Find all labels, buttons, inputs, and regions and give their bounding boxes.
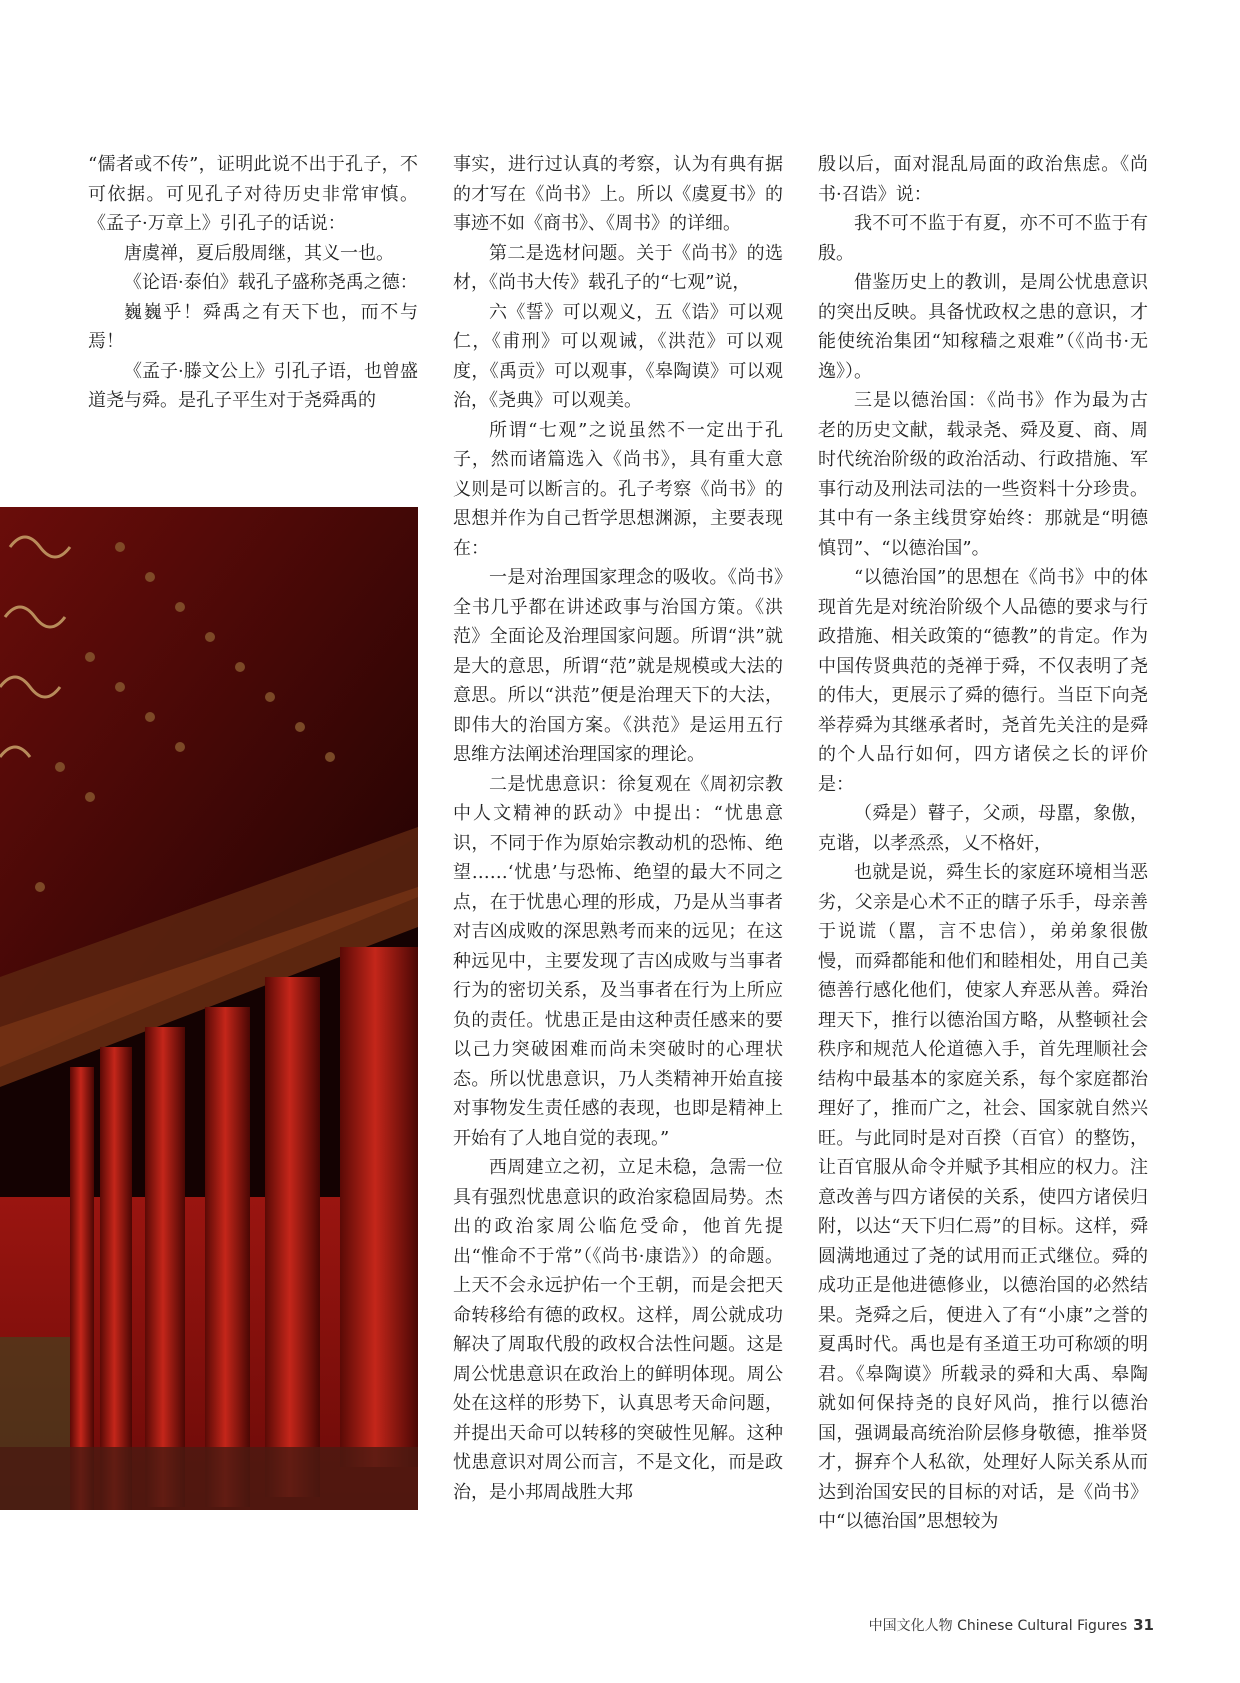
magazine-name: 中国文化人物 Chinese Cultural Figures bbox=[868, 1618, 1128, 1634]
page-footer bbox=[869, 1615, 1154, 1635]
paragraph: 西周建立之初，立足未稳，急需一位具有强烈忧患意识的政治家稳固局势。杰出的政治家周公临危受命，他首先提出“惟命不于常”（《尚书·康诰》）的命题。上天不会永远护佑一个王朝，而是会把天命转移给有德的政权。这样，周公就成功解决了周取代殷的政权合法性问题。这是周公忧患意识在政治上的鲜明体现。周公处在这样的形势下，认真思考天命问题，并提出天命可以转移的突破性见解。这种忧患意识对周公而言，不是文化，而是政治，是小邦周战胜大邦 bbox=[453, 1157, 783, 1503]
paragraph: 事实，进行过认真的考察，认为有典有据的才写在《尚书》上。所以《虞夏书》的事迹不如《商书》、《周书》的详细。 bbox=[453, 154, 783, 234]
paragraph: 也就是说，舜生长的家庭环境相当恶劣，父亲是心术不正的瞎子乐手，母亲善于说谎（嚚，言不忠信），弟弟象很傲慢，而舜都能和他们和睦相处，用自己美德善行感化他们，使家人弃恶从善。舜治理天下，推行以德治国方略，从整顿社会秩序和规范人伦道德入手，首先理顺社会结构中最基本的家庭关系，每个家庭都治理好了，推而广之，社会、国家就自然兴旺。与此同时是对百揆（百官）的整饬，让百官服从命令并赋予其相应的权力。注意改善与四方诸侯的关系，使四方诸侯归附，以达“天下归仁焉”的目标。这样，舜圆满地通过了尧的试用而正式继位。舜的成功正是他进德修业，以德治国的必然结果。尧舜之后，便进入了有“小康”之誉的夏禹时代。禹也是有圣道王功可称颂的明君。《皋陶谟》所载录的舜和大禹、皋陶就如何保持尧的良好风尚，推行以德治国，强调最高统治阶层修身敬德，推举贤才，摒弃个人私欲，处理好人际关系从而达到治国安民的目标的对话，是《尚书》中“以德治国”思想较为 bbox=[818, 862, 1148, 1532]
quotation: 唐虞禅，夏后殷周继，其义一也。 bbox=[124, 242, 394, 264]
paragraph: 《孟子·滕文公上》引孔子语，也曾盛道尧与舜。是孔子平生对于尧舜禹的 bbox=[88, 360, 418, 411]
text-column-1 bbox=[88, 150, 418, 416]
palace-eaves-photo bbox=[0, 507, 418, 1510]
text-column-2 bbox=[453, 150, 783, 1507]
quotation: 我不可不监于有夏，亦不可不监于有殷。 bbox=[818, 213, 1148, 264]
paragraph: 二是忧患意识：徐复观在《周初宗教中人文精神的跃动》中提出：“忧患意识，不同于作为原始宗教动机的恐怖、绝望……‘忧患’与恐怖、绝望的最大不同之点，在于忧患心理的形成，乃是从当事者对吉凶成败的深思熟考而来的远见；在这种远见中，主要发现了吉凶成败与当事者行为的密切关系，及当事者在行为上所应负的责任。忧患正是由这种责任感来的要以己力突破困难而尚未突破时的心理状态。所以忧患意识，乃人类精神开始直接对事物发生责任感的表现，也即是精神上开始有了人地自觉的表现。” bbox=[453, 773, 783, 1149]
quotation: （舜是）瞽子，父顽，母嚚，象傲，克谐，以孝烝烝，乂不格奸， bbox=[818, 803, 1148, 854]
paragraph: 第二是选材问题。关于《尚书》的选材，《尚书大传》载孔子的“七观”说， bbox=[453, 242, 783, 293]
paragraph: 一是对治理国家理念的吸收。《尚书》全书几乎都在讲述政事与治国方策。《洪范》全面论及治理国家问题。所谓“洪”就是大的意思，所谓“范”就是规模或大法的意思。所以“洪范”便是治理天下的大法，即伟大的治国方案。《洪范》是运用五行思维方法阐述治理国家的理论。 bbox=[453, 567, 783, 765]
quotation: 巍巍乎！舜禹之有天下也，而不与焉！ bbox=[88, 301, 418, 352]
paragraph: 三是以德治国：《尚书》作为最为古老的历史文献，载录尧、舜及夏、商、周时代统治阶级的政治活动、行政措施、军事行动及刑法司法的一些资料十分珍贵。其中有一条主线贯穿始终：那就是“明德慎罚”、“以德治国”。 bbox=[818, 390, 1148, 559]
paragraph: 所谓“七观”之说虽然不一定出于孔子，然而诸篇选入《尚书》，具有重大意义则是可以断言的。孔子考察《尚书》的思想并作为自己哲学思想渊源，主要表现在： bbox=[453, 419, 783, 559]
paragraph: “儒者或不传”，证明此说不出于孔子，不可依据。可见孔子对待历史非常审慎。《孟子·万章上》引孔子的话说： bbox=[88, 154, 418, 234]
quotation: 六《誓》可以观义，五《诰》可以观仁，《甫刑》可以观诫，《洪范》可以观度，《禹贡》可以观事，《皋陶谟》可以观治，《尧典》可以观美。 bbox=[453, 301, 783, 411]
paragraph: 《论语·泰伯》载孔子盛称尧禹之德： bbox=[124, 272, 418, 293]
paragraph: 借鉴历史上的教训，是周公忧患意识的突出反映。具备忧政权之患的意识，才能使统治集团“知稼穑之艰难”（《尚书·无逸》）。 bbox=[818, 272, 1148, 382]
paragraph: 殷以后，面对混乱局面的政治焦虑。《尚书·召诰》说： bbox=[818, 154, 1148, 205]
paragraph: “以德治国”的思想在《尚书》中的体现首先是对统治阶级个人品德的要求与行政措施、相关政策的“德教”的肯定。作为中国传贤典范的尧禅于舜，不仅表明了尧的伟大，更展示了舜的德行。当臣下向尧举荐舜为其继承者时，尧首先关注的是舜的个人品行如何，四方诸侯之长的评价是： bbox=[818, 567, 1148, 795]
text-column-3 bbox=[818, 150, 1148, 1537]
page-number: 31 bbox=[1133, 1616, 1154, 1634]
